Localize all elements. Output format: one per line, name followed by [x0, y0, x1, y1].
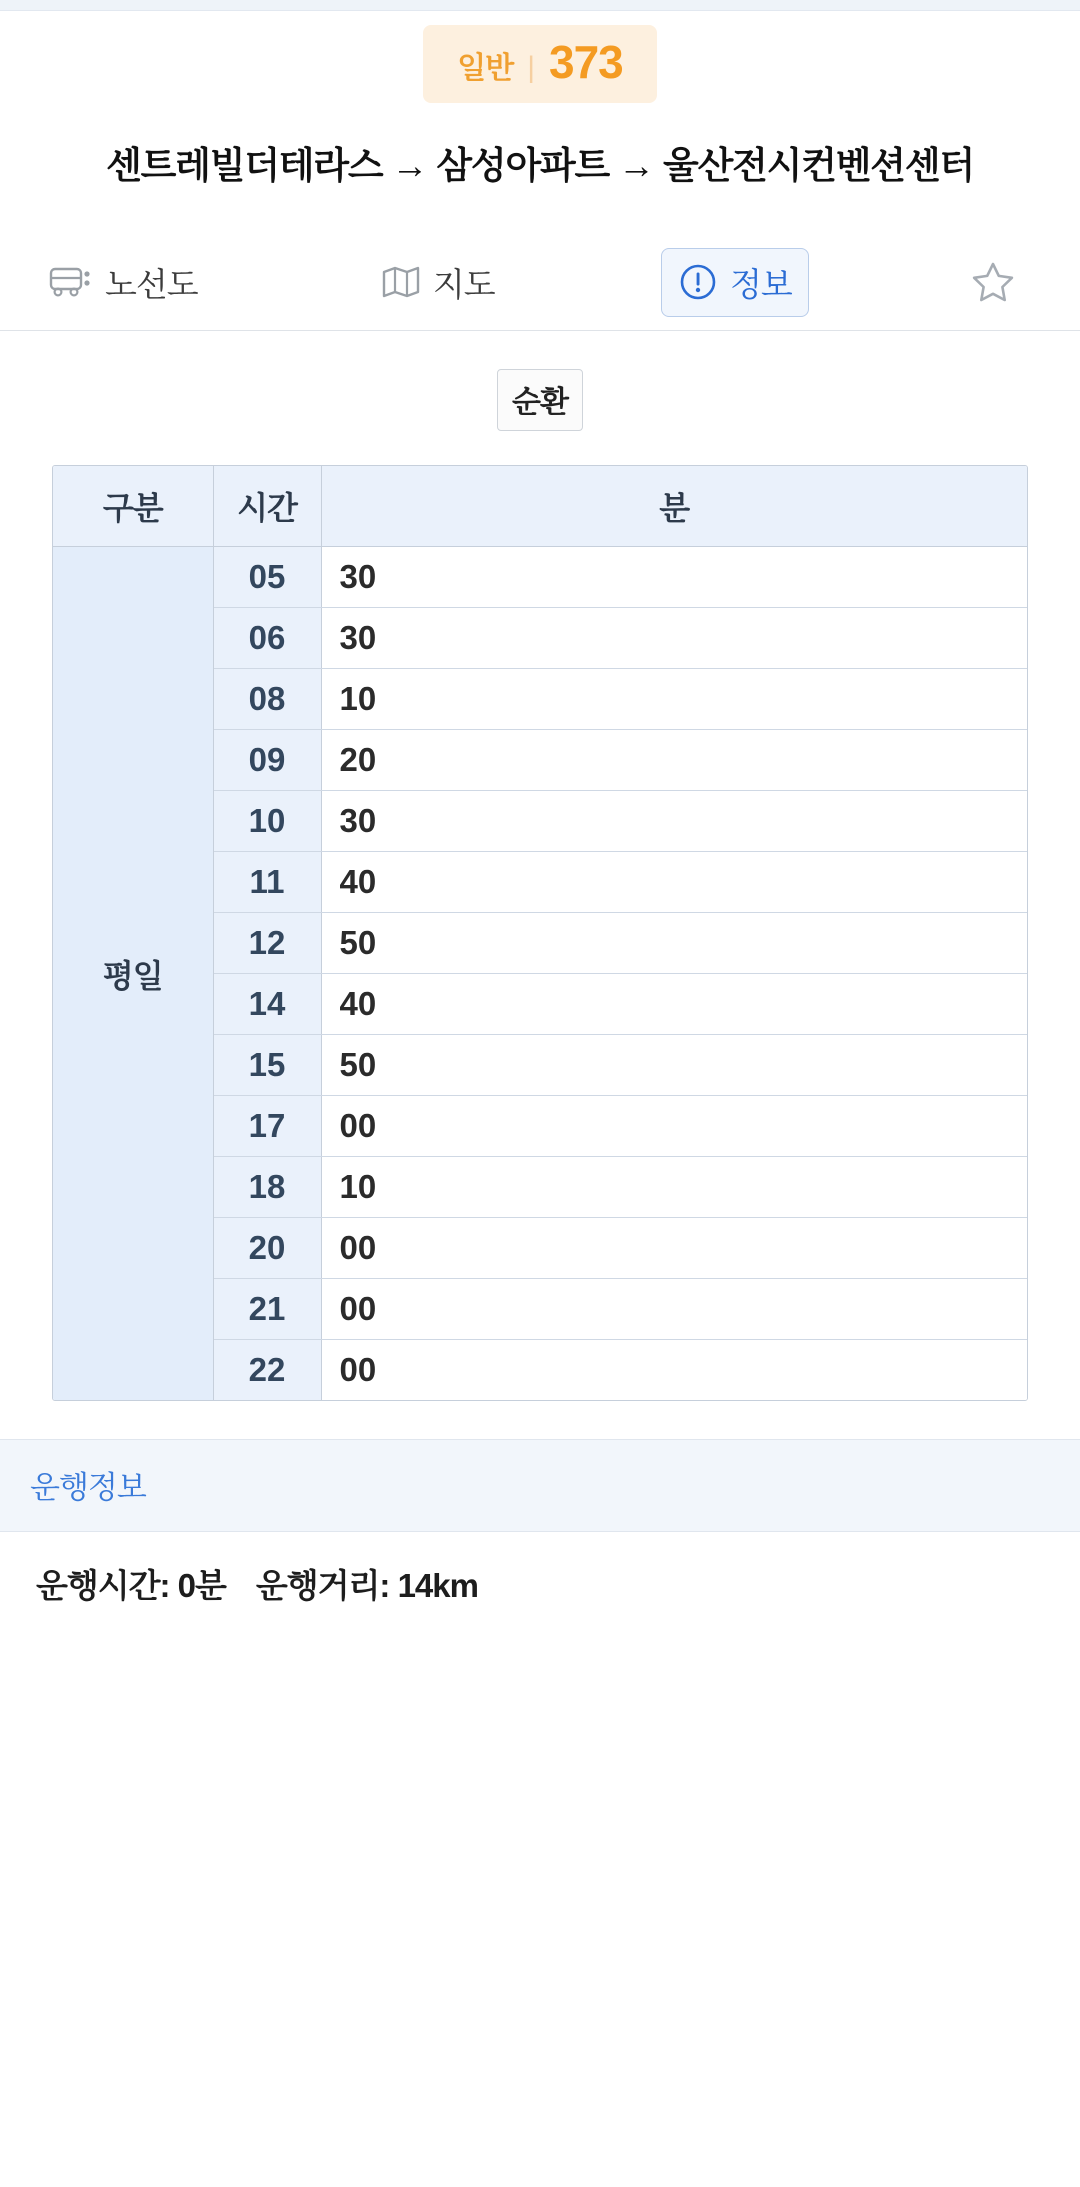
hour-cell: 12: [213, 913, 321, 974]
minute-cell: 10: [321, 669, 1027, 730]
hour-cell: 10: [213, 791, 321, 852]
hour-cell: 20: [213, 1218, 321, 1279]
tab-info[interactable]: [661, 248, 809, 317]
minute-cell: 50: [321, 1035, 1027, 1096]
direction-chip-loop[interactable]: 순환: [497, 369, 583, 431]
tab-info-label: 정보: [729, 265, 792, 303]
column-header-minute: 분: [321, 466, 1027, 547]
timetable-body: [53, 547, 1027, 1401]
hour-cell: 11: [213, 852, 321, 913]
minute-cell: 20: [321, 730, 1027, 791]
minute-cell: 00: [321, 1096, 1027, 1157]
badge-separator: |: [527, 51, 535, 84]
hour-cell: 14: [213, 974, 321, 1035]
operation-time: 운행시간: 0분: [36, 1567, 226, 1605]
minute-cell: 00: [321, 1279, 1027, 1340]
tab-bar: [0, 234, 1080, 331]
route-badge-container: [0, 11, 1080, 103]
map-icon: [381, 265, 421, 299]
column-header-hour: 시간: [213, 466, 321, 547]
hour-cell: 21: [213, 1279, 321, 1340]
hour-cell: 15: [213, 1035, 321, 1096]
page-title: 센트레빌더테라스 → 삼성아파트 → 울산전시컨벤션센터: [106, 145, 974, 186]
hour-cell: 18: [213, 1157, 321, 1218]
bus-route-icon: [49, 265, 93, 299]
operation-info-body: [0, 1532, 1080, 1647]
timetable-header-row: [53, 466, 1027, 547]
top-strip: [0, 0, 1080, 11]
tab-favorite[interactable]: [958, 252, 1040, 312]
route-type-label: 일반: [457, 52, 514, 85]
minute-cell: 00: [321, 1218, 1027, 1279]
route-badge: [423, 25, 657, 103]
hour-cell: 17: [213, 1096, 321, 1157]
timetable-container: [52, 465, 1028, 1401]
minute-cell: 40: [321, 974, 1027, 1035]
timetable: [53, 466, 1027, 1400]
direction-selector: [0, 369, 1080, 431]
minute-cell: 30: [321, 547, 1027, 608]
minute-cell: 10: [321, 1157, 1027, 1218]
info-circle-icon: [678, 262, 718, 302]
tab-map-label: 지도: [432, 265, 495, 303]
star-icon: [969, 259, 1017, 305]
route-number: 373: [549, 36, 623, 88]
tab-route-map[interactable]: [32, 248, 215, 317]
operation-distance: 운행거리: 14km: [255, 1567, 478, 1605]
kind-cell-weekday: 평일: [53, 547, 213, 1401]
minute-cell: 30: [321, 608, 1027, 669]
tab-route-map-label: 노선도: [105, 265, 198, 303]
hour-cell: 22: [213, 1340, 321, 1401]
hour-cell: 05: [213, 547, 321, 608]
minute-cell: 40: [321, 852, 1027, 913]
column-header-kind: 구분: [53, 466, 213, 547]
hour-cell: 08: [213, 669, 321, 730]
tab-map[interactable]: [364, 248, 512, 317]
table-row: [53, 547, 1027, 608]
operation-info-header: 운행정보: [0, 1439, 1080, 1532]
hour-cell: 09: [213, 730, 321, 791]
hour-cell: 06: [213, 608, 321, 669]
minute-cell: 30: [321, 791, 1027, 852]
minute-cell: 50: [321, 913, 1027, 974]
minute-cell: 00: [321, 1340, 1027, 1401]
